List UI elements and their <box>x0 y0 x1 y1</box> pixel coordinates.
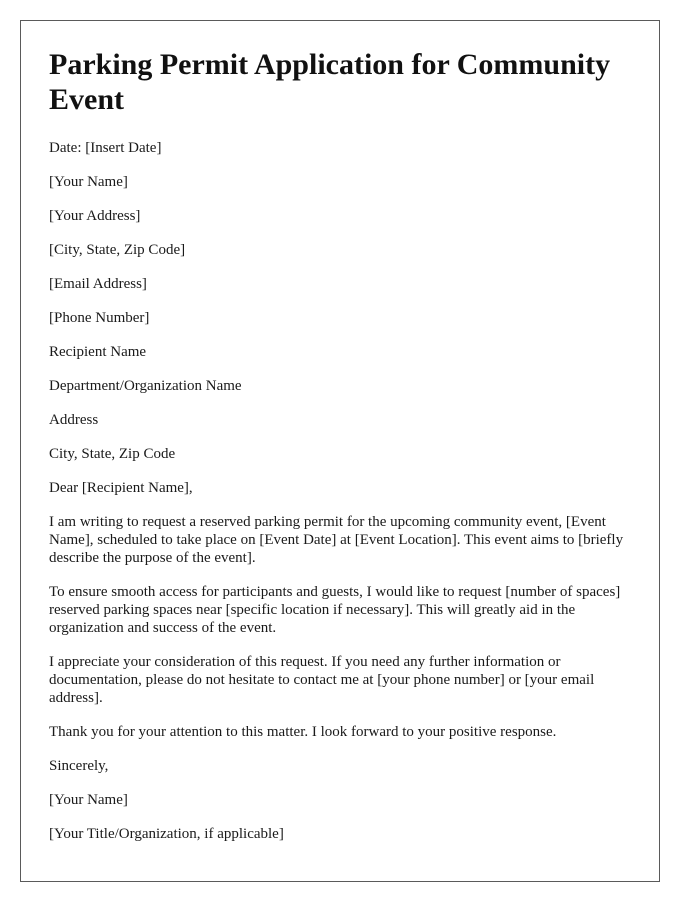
sender-city-state-zip: [City, State, Zip Code] <box>49 242 186 258</box>
body-paragraph-contact: I appreciate your consideration of this request. If you need any further information or documentation, please do not hesitate to contact me at [your phone number] or [your email address]. <box>49 654 595 706</box>
letter-page <box>20 20 660 882</box>
body-paragraph-spaces: To ensure smooth access for participants and guests, I would like to request [number of spaces] reserved parking spaces near [specific location if necessary]. This will greatly aid in the organization and success of the event. <box>49 584 621 636</box>
recipient-address: Address <box>49 412 99 428</box>
sender-name: [Your Name] <box>49 174 128 190</box>
sender-phone: [Phone Number] <box>49 310 150 326</box>
closing: Sincerely, <box>49 758 109 774</box>
letter-title: Parking Permit Application for Community Event <box>49 48 611 116</box>
body-paragraph-request: I am writing to request a reserved parking permit for the upcoming community event, [Event Name], scheduled to take place on [Event Date] at [Event Location]. This event aims to [briefly describe the purpose of the event]. <box>49 514 624 566</box>
body-paragraph-thanks: Thank you for your attention to this matter. I look forward to your positive response. <box>49 724 557 740</box>
recipient-name: Recipient Name <box>49 344 147 360</box>
sender-email: [Email Address] <box>49 276 147 292</box>
sender-address: [Your Address] <box>49 208 141 224</box>
signature-title: [Your Title/Organization, if applicable] <box>49 826 284 842</box>
date-line: Date: [Insert Date] <box>49 140 162 156</box>
salutation: Dear [Recipient Name], <box>49 480 193 496</box>
recipient-department: Department/Organization Name <box>49 378 242 394</box>
recipient-city-state-zip: City, State, Zip Code <box>49 446 176 462</box>
signature-name: [Your Name] <box>49 792 128 808</box>
